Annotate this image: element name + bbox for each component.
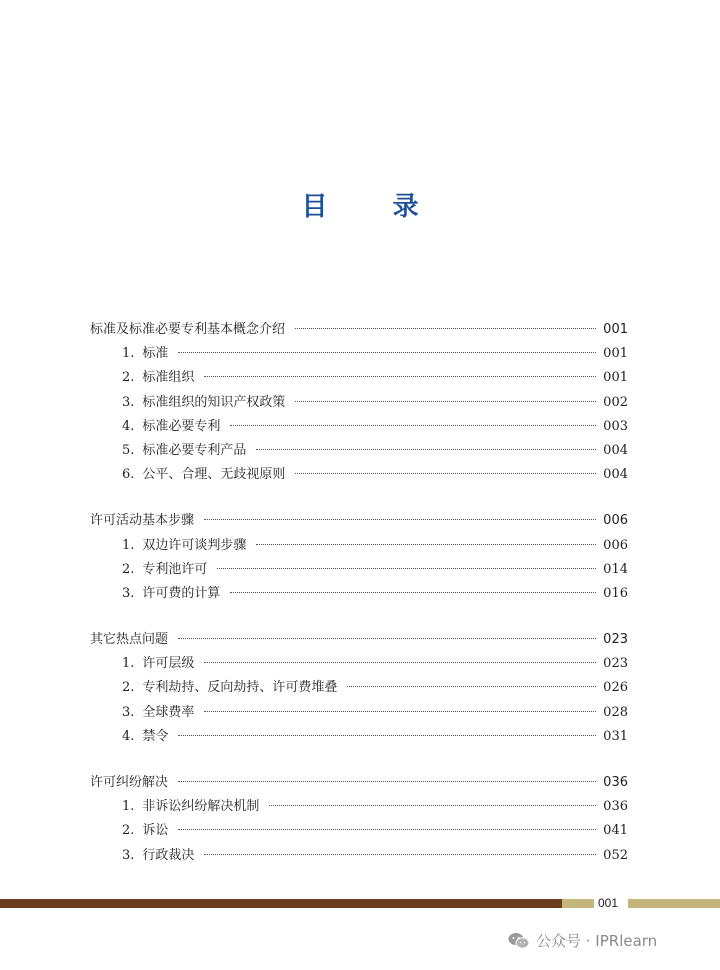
toc-page-number: 031 (603, 728, 628, 744)
toc-entry-label: 禁令 (142, 728, 169, 744)
toc-page-number: 003 (603, 418, 628, 434)
page-title: 目 录 (301, 192, 447, 222)
toc-section (90, 628, 628, 749)
toc-entry-number: 3. (122, 394, 135, 410)
dot-leader (178, 352, 596, 353)
toc-page-number: 052 (603, 847, 628, 863)
toc-entry-number: 5. (122, 442, 135, 458)
toc-entry[interactable] (90, 534, 628, 558)
toc-entry[interactable] (90, 582, 628, 606)
watermark-text: 公众号 · IPRlearn (536, 932, 658, 950)
toc-page-number: 036 (603, 775, 628, 790)
toc-entry-number: 2. (122, 370, 135, 386)
footer-bar-tan-right (628, 899, 720, 908)
toc-entry-number: 2. (122, 680, 135, 696)
toc-page-number: 036 (603, 799, 628, 815)
wechat-icon (508, 932, 530, 950)
dot-leader (295, 328, 596, 329)
dot-leader (347, 686, 596, 687)
dot-leader (204, 519, 596, 520)
toc-entry[interactable] (90, 652, 628, 676)
toc-entry[interactable] (90, 439, 628, 463)
toc-entry-label: 专利池许可 (142, 561, 208, 577)
toc-page-number: 023 (603, 632, 628, 648)
toc-entry[interactable] (90, 844, 628, 868)
dot-leader (230, 425, 596, 426)
dot-leader (269, 805, 596, 806)
toc-entry-number: 4. (122, 418, 135, 434)
toc-heading-label: 标准及标准必要专利基本概念介绍 (90, 322, 286, 337)
toc-entry[interactable] (90, 366, 628, 390)
toc-page-number: 006 (603, 513, 628, 529)
dot-leader (204, 854, 596, 855)
toc-page-number: 004 (603, 467, 628, 483)
toc-page-number: 014 (603, 561, 628, 577)
dot-leader (217, 568, 596, 569)
dot-leader (178, 781, 596, 782)
dot-leader (178, 638, 596, 639)
toc-entry[interactable] (90, 701, 628, 725)
toc-entry[interactable] (90, 415, 628, 439)
toc-entry-label: 许可费的计算 (142, 585, 221, 601)
toc-entry-number: 3. (122, 704, 135, 720)
dot-leader (204, 376, 596, 377)
toc-entry-label: 公平、合理、无歧视原则 (142, 467, 286, 483)
toc-page-number: 006 (603, 537, 628, 553)
toc-page-number: 001 (603, 322, 628, 337)
toc-page-number: 002 (603, 394, 628, 410)
toc-entry-label: 标准 (142, 346, 169, 362)
toc-entry[interactable] (90, 342, 628, 366)
toc-heading-label: 许可活动基本步骤 (90, 513, 195, 529)
toc-page-number: 004 (603, 442, 628, 458)
dot-leader (295, 401, 596, 402)
toc-entry-number: 6. (122, 467, 135, 483)
toc-entry-label: 诉讼 (142, 823, 169, 839)
toc-heading-label: 许可纠纷解决 (90, 775, 169, 790)
toc-section (90, 509, 628, 606)
toc-entry-number: 1. (122, 799, 135, 815)
toc-entry-number: 3. (122, 847, 135, 863)
toc-page-number: 026 (603, 680, 628, 696)
toc-entry-label: 标准必要专利产品 (142, 442, 247, 458)
dot-leader (178, 829, 596, 830)
toc-entry-label: 标准必要专利 (142, 418, 221, 434)
toc-entry-label: 专利劫持、反向劫持、许可费堆叠 (142, 680, 338, 696)
toc-section-heading[interactable] (90, 509, 628, 533)
footer-page-number: 001 (598, 896, 619, 910)
footer-bar-brown (0, 899, 562, 908)
toc-heading-label: 其它热点问题 (90, 632, 169, 648)
toc-entry[interactable] (90, 795, 628, 819)
toc-page-number: 001 (603, 370, 628, 386)
toc-entry-label: 非诉讼纠纷解决机制 (142, 799, 260, 815)
table-of-contents (90, 318, 628, 890)
toc-entry-number: 1. (122, 346, 135, 362)
toc-section-heading[interactable] (90, 628, 628, 652)
dot-leader (178, 735, 596, 736)
toc-entry[interactable] (90, 725, 628, 749)
dot-leader (230, 592, 596, 593)
toc-entry-label: 行政裁决 (142, 847, 195, 863)
toc-entry-number: 2. (122, 561, 135, 577)
footer-bar-tan-left (562, 899, 594, 908)
dot-leader (295, 473, 596, 474)
toc-section-heading[interactable] (90, 771, 628, 795)
toc-entry-number: 4. (122, 728, 135, 744)
toc-entry-label: 双边许可谈判步骤 (142, 537, 247, 553)
toc-entry-label: 全球费率 (142, 704, 195, 720)
toc-page-number: 016 (603, 585, 628, 601)
toc-section (90, 771, 628, 868)
toc-section-heading[interactable] (90, 318, 628, 342)
toc-entry[interactable] (90, 558, 628, 582)
toc-entry[interactable] (90, 676, 628, 700)
toc-page-number: 023 (603, 656, 628, 672)
toc-entry-label: 许可层级 (142, 656, 195, 672)
toc-entry-number: 1. (122, 537, 135, 553)
toc-entry[interactable] (90, 819, 628, 843)
toc-entry-number: 2. (122, 823, 135, 839)
dot-leader (204, 662, 596, 663)
toc-entry[interactable] (90, 463, 628, 487)
dot-leader (256, 544, 596, 545)
dot-leader (256, 449, 596, 450)
toc-entry-number: 1. (122, 656, 135, 672)
toc-section (90, 318, 628, 487)
watermark (508, 930, 657, 951)
dot-leader (204, 711, 596, 712)
toc-entry[interactable] (90, 391, 628, 415)
toc-page-number: 028 (603, 704, 628, 720)
toc-entry-number: 3. (122, 585, 135, 601)
toc-entry-label: 标准组织 (142, 370, 195, 386)
toc-page-number: 041 (603, 823, 628, 839)
toc-entry-label: 标准组织的知识产权政策 (142, 394, 286, 410)
toc-page-number: 001 (603, 346, 628, 362)
